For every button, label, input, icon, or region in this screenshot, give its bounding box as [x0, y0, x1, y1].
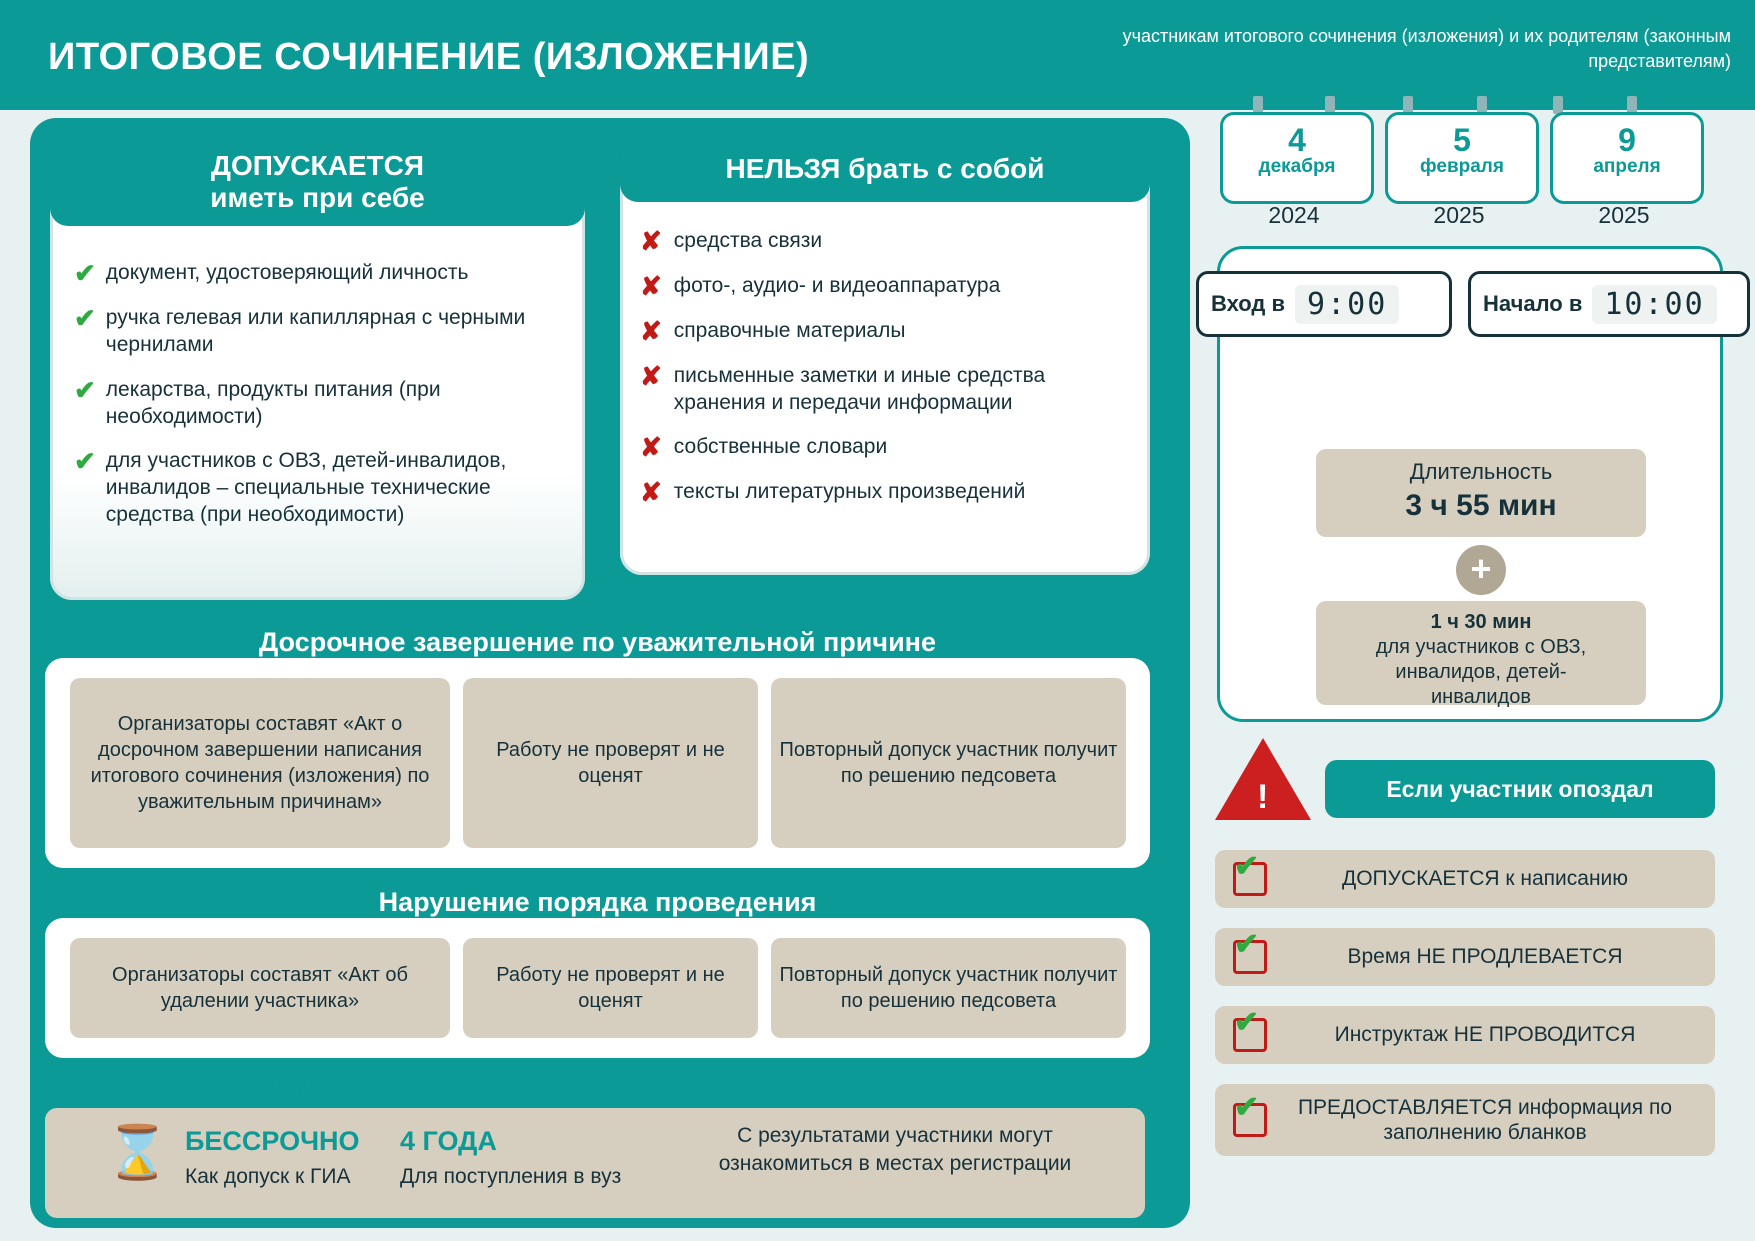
duration-value: 3 ч 55 мин	[1405, 489, 1557, 522]
cross-icon: ✘	[640, 432, 662, 463]
forbidden-list	[640, 228, 1140, 524]
allowed-item-text: ручка гелевая или капиллярная с черными чернилами	[105, 305, 526, 356]
list-item	[640, 228, 1140, 255]
list-item	[74, 448, 569, 529]
list-item	[640, 479, 1140, 506]
violation-cell: Организаторы составят «Акт об удалении участника»	[70, 938, 450, 1038]
early-finish-cell: Работу не проверят и не оценят	[463, 678, 758, 848]
check-icon: ✔	[74, 446, 96, 477]
date-card	[1385, 112, 1539, 204]
late-item	[1215, 1084, 1715, 1156]
extra-time-line4: инвалидов	[1431, 686, 1531, 708]
results-col1-sub: Как допуск к ГИА	[185, 1165, 351, 1188]
forbidden-header: НЕЛЬЗЯ брать с собой	[620, 140, 1150, 202]
checkbox-icon	[1233, 1018, 1267, 1052]
results-panel	[45, 1108, 1145, 1218]
cross-icon: ✘	[640, 270, 662, 301]
extra-time-box	[1316, 601, 1646, 708]
date-month: апреля	[1593, 156, 1661, 177]
cross-icon: ✘	[640, 315, 662, 346]
forbidden-item-text: средства связи	[673, 229, 823, 252]
extra-time-value: 1 ч 30 мин	[1430, 611, 1532, 633]
list-item	[74, 302, 569, 359]
entry-time-value: 9:00	[1295, 285, 1399, 324]
forbidden-item-text: фото-, аудио- и видеоаппаратура	[673, 273, 1001, 297]
entry-time-box	[1196, 271, 1452, 337]
header-note: участникам итогового сочинения (изложения) и их родителям (законным представителям)	[1122, 26, 1731, 72]
late-title: Если участник опоздал	[1325, 760, 1715, 818]
list-item	[74, 374, 569, 431]
duration-box	[1316, 449, 1646, 537]
allowed-item-text: лекарства, продукты питания (при необходимости)	[105, 377, 441, 428]
date-card	[1550, 112, 1704, 204]
late-item-text: Время НЕ ПРОДЛЕВАЕТСЯ	[1347, 945, 1623, 969]
warning-exclamation: !	[1257, 778, 1269, 816]
early-finish-cell: Повторный допуск участник получит по решению педсовета	[771, 678, 1126, 848]
late-item-text: ПРЕДОСТАВЛЯЕТСЯ информация по заполнению бланков	[1297, 1095, 1673, 1144]
late-item-text: Инструктаж НЕ ПРОВОДИТСЯ	[1334, 1023, 1636, 1047]
violation-cell: Работу не проверят и не оценят	[463, 938, 758, 1038]
cross-icon: ✘	[640, 226, 662, 256]
date-month: февраля	[1420, 156, 1504, 177]
date-year: 2024	[1268, 202, 1320, 228]
late-item	[1215, 1006, 1715, 1064]
extra-time-line2: для участников с ОВЗ,	[1375, 636, 1587, 658]
page-body	[0, 110, 1755, 1241]
results-col3: С результатами участники могут ознакомиться в местах регистрации	[718, 1124, 1072, 1176]
early-finish-panel	[45, 658, 1150, 868]
cross-icon: ✘	[640, 477, 662, 508]
forbidden-item-text: письменные заметки и иные средства хранения и передачи информации	[673, 363, 1046, 414]
early-finish-cell: Организаторы составят «Акт о досрочном завершении написания итогового сочинения (изложения) по уважительным причинам»	[70, 678, 450, 848]
allowed-item-text: документ, удостоверяющий личность	[105, 261, 469, 284]
violation-title: Нарушение порядка проведения	[45, 878, 1150, 926]
allowed-title-line2: иметь при себе	[210, 182, 425, 214]
date-card	[1220, 112, 1374, 204]
entry-time-label: Вход в	[1211, 291, 1286, 316]
list-item	[640, 434, 1140, 461]
checkbox-icon	[1233, 1103, 1267, 1137]
date-day: 4	[1288, 122, 1306, 158]
cross-icon: ✘	[640, 360, 662, 391]
allowed-list	[74, 260, 569, 547]
right-column	[1205, 110, 1735, 1241]
check-icon: ✔	[74, 374, 96, 405]
checkbox-icon	[1233, 862, 1267, 896]
list-item	[640, 315, 1140, 346]
start-time-value: 10:00	[1592, 285, 1716, 324]
date-day: 9	[1618, 122, 1636, 158]
results-col2-strong: 4 ГОДА	[400, 1126, 497, 1156]
late-item	[1215, 928, 1715, 986]
plus-icon: +	[1456, 545, 1506, 595]
violation-panel	[45, 918, 1150, 1058]
start-time-label: Начало в	[1483, 291, 1583, 316]
date-day: 5	[1453, 122, 1471, 158]
time-frame	[1211, 246, 1723, 722]
forbidden-item-text: справочные материалы	[673, 318, 906, 342]
duration-label: Длительность	[1409, 459, 1553, 484]
date-month: декабря	[1258, 156, 1336, 177]
list-item	[640, 360, 1140, 417]
check-icon: ✔	[74, 258, 96, 288]
results-col2-sub: Для поступления в вуз	[400, 1165, 622, 1188]
date-year: 2025	[1598, 202, 1650, 228]
start-time-box	[1468, 271, 1750, 337]
page-title: ИТОГОВОЕ СОЧИНЕНИЕ (ИЗЛОЖЕНИЕ)	[48, 36, 810, 78]
results-col1-strong: БЕССРОЧНО	[185, 1126, 360, 1156]
late-item-text: ДОПУСКАЕТСЯ к написанию	[1341, 867, 1629, 891]
list-item	[74, 260, 569, 287]
date-year: 2025	[1433, 202, 1485, 228]
checkbox-icon	[1233, 940, 1267, 974]
late-item	[1215, 850, 1715, 908]
forbidden-item-text: собственные словари	[673, 435, 888, 459]
early-finish-title: Досрочное завершение по уважительной причине	[45, 618, 1150, 666]
violation-cell: Повторный допуск участник получит по решению педсовета	[771, 938, 1126, 1038]
allowed-title-line1: ДОПУСКАЕТСЯ	[211, 150, 424, 181]
extra-time-line3: инвалидов, детей-	[1395, 661, 1567, 683]
forbidden-item-text: тексты литературных произведений	[673, 480, 1026, 504]
hourglass-icon: ⌛	[105, 1124, 170, 1182]
page-header	[0, 0, 1755, 110]
list-item	[640, 270, 1140, 301]
allowed-item-text: для участников с ОВЗ, детей-инвалидов, инвалидов – специальные технические средства (при необходимости)	[105, 449, 507, 527]
results-title: Результаты действуют	[48, 1072, 332, 1100]
check-icon: ✔	[74, 302, 96, 333]
